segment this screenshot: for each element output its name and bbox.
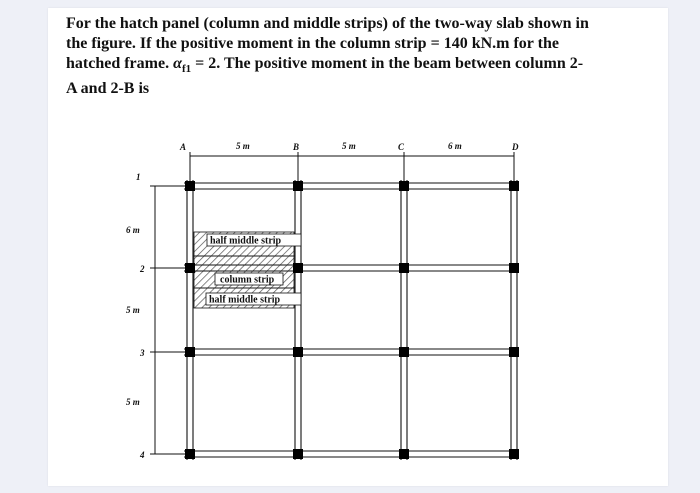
strip-label-half-middle-top [207,234,301,247]
column-2A [185,263,195,273]
beams-vertical [187,180,517,460]
column-3C [399,347,409,357]
column-3D [509,347,519,357]
column-1A [185,181,195,191]
strip-label-column [215,273,283,286]
column-3B [293,347,303,357]
column-2B [293,263,303,273]
grid-label-A: A [180,142,187,152]
strip-text-half-middle-top: half middle strip [210,235,282,247]
column-4D [509,449,519,459]
column-2C [399,263,409,273]
question-line-4: A and 2-B is [66,80,150,98]
grid-label-C: C [398,142,405,152]
grid-label-D: D [512,142,519,152]
left-dimension-line [150,186,188,454]
question-line-3-start: hatched frame. [66,55,174,72]
column-4B [293,449,303,459]
column-3A [185,347,195,357]
grid-label-4: 4 [140,450,145,460]
grid-label-1: 1 [136,172,141,182]
span-label-34: 5 m [126,397,140,407]
strip-text-half-middle-bottom: half middle strip [209,294,281,306]
columns [185,181,519,459]
beams-horizontal [184,183,518,457]
question-line-2: the figure. If the positive moment in the column strip = 140 kN.m for the [66,35,559,52]
column-1B [293,181,303,191]
strip-label-half-middle-bottom [206,293,301,306]
span-label-12: 6 m [126,225,140,235]
column-4C [399,449,409,459]
strip-text-column: column strip [220,274,275,286]
span-label-23: 5 m [126,305,140,315]
column-1D [509,181,519,191]
alpha-subscript: f1 [181,63,192,76]
alpha-symbol: α [173,55,182,72]
grid-label-B: B [293,142,300,152]
question-line-3-end: = 2. The positive moment in the beam between column 2- [191,55,584,72]
question-line-1: For the hatch panel (column and middle strips) of the two-way slab shown in [66,15,589,32]
column-1C [399,181,409,191]
grid-label-3: 3 [140,348,145,358]
span-label-AB: 5 m [236,141,250,151]
span-label-BC: 5 m [342,141,356,151]
grid-label-2: 2 [140,264,145,274]
column-2D [509,263,519,273]
span-label-CD: 6 m [448,141,462,151]
column-4A [185,449,195,459]
top-dimension-line [190,152,514,183]
